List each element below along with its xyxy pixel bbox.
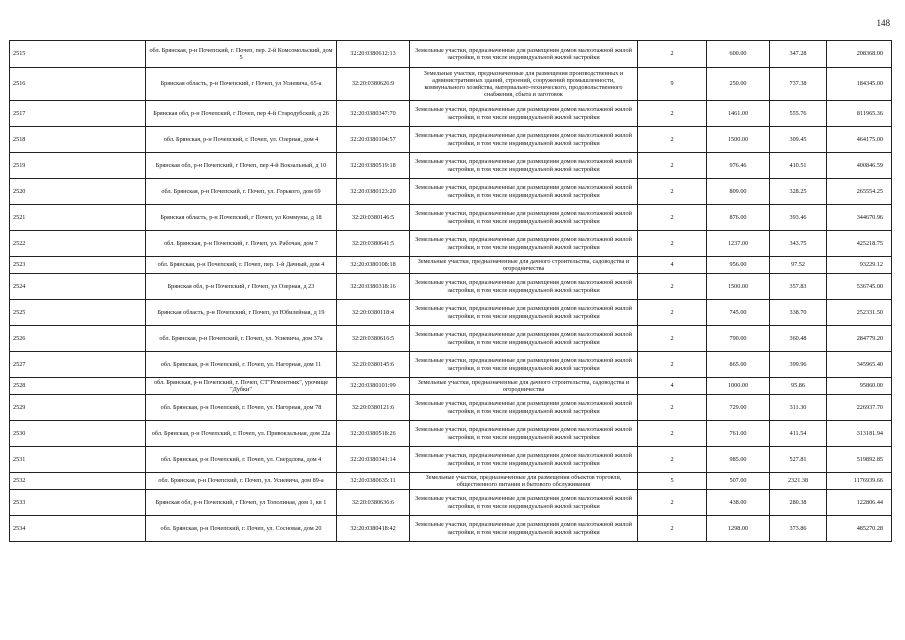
row-land-use: Земельные участки, предназначенные для размещения домов малоэтажной жилой застройки, в том числе индивидуальной жилой застройки <box>410 274 638 300</box>
row-group: 4 <box>638 257 707 274</box>
land-valuation-table <box>9 40 892 542</box>
table-row <box>10 68 892 101</box>
row-cadastral-number: 32:20:0380347:70 <box>337 101 410 127</box>
row-specific-value: 280.38 <box>770 490 827 516</box>
row-number: 2530 <box>10 421 146 447</box>
row-address: обл. Брянская, р-н Почепский, г. Почеп, ул. Нагорная, дом 78 <box>146 395 337 421</box>
row-group: 2 <box>638 231 707 257</box>
row-specific-value: 555.76 <box>770 101 827 127</box>
row-address: обл. Брянская, р-н Почепский, г. Почеп, пер. 2-й Комсомольский, дом 5 <box>146 41 337 68</box>
row-cadastral-value: 464175.00 <box>827 127 892 153</box>
row-number: 2521 <box>10 205 146 231</box>
row-specific-value: 357.83 <box>770 274 827 300</box>
row-area: 865.00 <box>707 352 770 378</box>
row-land-use: Земельные участки, предназначенные для размещения домов малоэтажной жилой застройки, в том числе индивидуальной жилой застройки <box>410 395 638 421</box>
row-cadastral-number: 32:20:0380612:13 <box>337 41 410 68</box>
row-land-use: Земельные участки, предназначенные для размещения домов малоэтажной жилой застройки, в том числе индивидуальной жилой застройки <box>410 179 638 205</box>
table-row <box>10 257 892 274</box>
table-body <box>10 41 892 542</box>
row-group: 2 <box>638 41 707 68</box>
row-group: 2 <box>638 153 707 179</box>
table-row <box>10 326 892 352</box>
row-group: 4 <box>638 378 707 395</box>
row-cadastral-value: 345965.40 <box>827 352 892 378</box>
row-cadastral-value: 184345.00 <box>827 68 892 101</box>
row-area: 956.00 <box>707 257 770 274</box>
row-number: 2519 <box>10 153 146 179</box>
row-group: 2 <box>638 300 707 326</box>
row-area: 1000.00 <box>707 378 770 395</box>
row-specific-value: 360.48 <box>770 326 827 352</box>
row-area: 809.00 <box>707 179 770 205</box>
row-area: 507.00 <box>707 473 770 490</box>
row-group: 2 <box>638 179 707 205</box>
row-area: 790.00 <box>707 326 770 352</box>
row-group: 2 <box>638 127 707 153</box>
row-address: обл. Брянская, р-н Почепский, г. Почеп, СТ"Ремонтник", урочище "Дубки" <box>146 378 337 395</box>
row-address: обл. Брянская, р-н Почепский, г. Почеп, пер. 1-й Дачный, дом 4 <box>146 257 337 274</box>
row-number: 2516 <box>10 68 146 101</box>
row-area: 250.00 <box>707 68 770 101</box>
row-cadastral-number: 32:20:0380104:57 <box>337 127 410 153</box>
row-area: 876.00 <box>707 205 770 231</box>
table-row <box>10 378 892 395</box>
row-specific-value: 311.30 <box>770 395 827 421</box>
row-cadastral-number: 32:20:0380108:18 <box>337 257 410 274</box>
row-number: 2525 <box>10 300 146 326</box>
row-land-use: Земельные участки, предназначенные для размещения домов малоэтажной жилой застройки, в том числе индивидуальной жилой застройки <box>410 101 638 127</box>
row-land-use: Земельные участки, предназначенные для размещения домов малоэтажной жилой застройки, в том числе индивидуальной жилой застройки <box>410 421 638 447</box>
row-land-use: Земельные участки, предназначенные для размещения производственных и административных зданий, строений, сооружений промышленности, коммунального хозяйства, материально-технического, продовольственного снабжения, сбыта и заготовок <box>410 68 638 101</box>
table-row <box>10 395 892 421</box>
row-cadastral-number: 32:20:0380146:5 <box>337 205 410 231</box>
row-land-use: Земельные участки, предназначенные для размещения домов малоэтажной жилой застройки, в том числе индивидуальной жилой застройки <box>410 231 638 257</box>
row-specific-value: 97.52 <box>770 257 827 274</box>
row-land-use: Земельные участки, предназначенные для размещения домов малоэтажной жилой застройки, в том числе индивидуальной жилой застройки <box>410 352 638 378</box>
row-cadastral-value: 344670.96 <box>827 205 892 231</box>
row-cadastral-value: 226937.70 <box>827 395 892 421</box>
row-land-use: Земельные участки, предназначенные для размещения домов малоэтажной жилой застройки, в том числе индивидуальной жилой застройки <box>410 516 638 542</box>
table-row <box>10 127 892 153</box>
row-land-use: Земельные участки, предназначенные для дачного строительства, садоводства и огородничества <box>410 378 638 395</box>
row-address: обл. Брянская, р-н Почепский, г. Почеп, ул. Свердлова, дом 4 <box>146 447 337 473</box>
row-group: 2 <box>638 490 707 516</box>
row-cadastral-number: 32:20:0380101:99 <box>337 378 410 395</box>
row-number: 2527 <box>10 352 146 378</box>
row-address: обл. Брянская, р-н Почепский, г. Почеп, ул. Усиевича, дом 37а <box>146 326 337 352</box>
row-address: обл. Брянская, р-н Почепский, г. Почеп, ул. Рабочая, дом 7 <box>146 231 337 257</box>
row-land-use: Земельные участки, предназначенные для размещения домов малоэтажной жилой застройки, в том числе индивидуальной жилой застройки <box>410 127 638 153</box>
row-specific-value: 338.70 <box>770 300 827 326</box>
row-number: 2528 <box>10 378 146 395</box>
row-group: 9 <box>638 68 707 101</box>
row-cadastral-number: 32:20:0380518:26 <box>337 421 410 447</box>
row-specific-value: 399.96 <box>770 352 827 378</box>
row-address: Брянская обл, р-н Почепский, г Почеп, ул Озерная, д 23 <box>146 274 337 300</box>
row-number: 2526 <box>10 326 146 352</box>
row-area: 985.00 <box>707 447 770 473</box>
row-group: 2 <box>638 421 707 447</box>
row-cadastral-number: 32:20:0380519:18 <box>337 153 410 179</box>
row-cadastral-number: 32:20:0380145:6 <box>337 352 410 378</box>
row-number: 2517 <box>10 101 146 127</box>
table-row <box>10 447 892 473</box>
row-cadastral-number: 32:20:0380118:4 <box>337 300 410 326</box>
table-row <box>10 179 892 205</box>
row-cadastral-number: 32:20:0380636:6 <box>337 490 410 516</box>
table-row <box>10 473 892 490</box>
row-specific-value: 347.28 <box>770 41 827 68</box>
row-address: обл. Брянская, р-н Почепский, г. Почеп, ул. Сосновая, дом 20 <box>146 516 337 542</box>
row-cadastral-value: 400846.59 <box>827 153 892 179</box>
row-cadastral-value: 811965.36 <box>827 101 892 127</box>
table-row <box>10 352 892 378</box>
row-cadastral-value: 519892.85 <box>827 447 892 473</box>
row-area: 1298.00 <box>707 516 770 542</box>
row-group: 5 <box>638 473 707 490</box>
row-number: 2522 <box>10 231 146 257</box>
row-area: 1500.00 <box>707 274 770 300</box>
row-cadastral-value: 485270.28 <box>827 516 892 542</box>
table-row <box>10 516 892 542</box>
row-specific-value: 411.54 <box>770 421 827 447</box>
row-area: 600.00 <box>707 41 770 68</box>
row-cadastral-value: 425218.75 <box>827 231 892 257</box>
row-land-use: Земельные участки, предназначенные для размещения объектов торговли, общественного питания и бытового обслуживания <box>410 473 638 490</box>
row-specific-value: 527.81 <box>770 447 827 473</box>
table-row <box>10 231 892 257</box>
row-specific-value: 373.86 <box>770 516 827 542</box>
row-cadastral-number: 32:20:0380616:5 <box>337 326 410 352</box>
row-cadastral-value: 1176939.66 <box>827 473 892 490</box>
row-cadastral-value: 252331.50 <box>827 300 892 326</box>
row-cadastral-number: 32:20:0380635:11 <box>337 473 410 490</box>
row-land-use: Земельные участки, предназначенные для дачного строительства, садоводства и огородничества <box>410 257 638 274</box>
row-cadastral-number: 32:20:0380418:42 <box>337 516 410 542</box>
row-group: 2 <box>638 395 707 421</box>
row-address: обл. Брянская, р-н Почепский, г. Почеп, ул. Привокзальная, дом 22а <box>146 421 337 447</box>
row-land-use: Земельные участки, предназначенные для размещения домов малоэтажной жилой застройки, в том числе индивидуальной жилой застройки <box>410 300 638 326</box>
row-group: 2 <box>638 101 707 127</box>
row-number: 2515 <box>10 41 146 68</box>
row-address: Брянская обл, р-н Почепский, г Почеп, пер 4-й Стародубский, д 26 <box>146 101 337 127</box>
row-cadastral-value: 265554.25 <box>827 179 892 205</box>
table-row <box>10 421 892 447</box>
row-group: 2 <box>638 447 707 473</box>
row-address: обл. Брянская, р-н Почепский, г. Почеп, ул. Озерная, дом 4 <box>146 127 337 153</box>
row-land-use: Земельные участки, предназначенные для размещения домов малоэтажной жилой застройки, в том числе индивидуальной жилой застройки <box>410 447 638 473</box>
row-land-use: Земельные участки, предназначенные для размещения домов малоэтажной жилой застройки, в том числе индивидуальной жилой застройки <box>410 490 638 516</box>
row-specific-value: 95.86 <box>770 378 827 395</box>
row-specific-value: 309.45 <box>770 127 827 153</box>
row-land-use: Земельные участки, предназначенные для размещения домов малоэтажной жилой застройки, в том числе индивидуальной жилой застройки <box>410 326 638 352</box>
row-area: 745.00 <box>707 300 770 326</box>
row-group: 2 <box>638 352 707 378</box>
row-number: 2534 <box>10 516 146 542</box>
row-number: 2532 <box>10 473 146 490</box>
row-group: 2 <box>638 274 707 300</box>
row-cadastral-value: 122806.44 <box>827 490 892 516</box>
row-area: 438.00 <box>707 490 770 516</box>
row-specific-value: 410.51 <box>770 153 827 179</box>
row-cadastral-value: 284779.20 <box>827 326 892 352</box>
row-number: 2529 <box>10 395 146 421</box>
row-specific-value: 737.38 <box>770 68 827 101</box>
row-area: 1461.00 <box>707 101 770 127</box>
row-address: обл. Брянская, р-н Почепский, г. Почеп, ул. Горького, дом 69 <box>146 179 337 205</box>
row-group: 2 <box>638 326 707 352</box>
row-address: Брянская область, р-н Почепский, г Почеп, ул Усиевича, 65-а <box>146 68 337 101</box>
row-number: 2533 <box>10 490 146 516</box>
row-cadastral-number: 32:20:0380341:14 <box>337 447 410 473</box>
row-cadastral-number: 32:20:0380641:5 <box>337 231 410 257</box>
row-area: 976.46 <box>707 153 770 179</box>
table-row <box>10 41 892 68</box>
row-address: Брянская обл, р-н Почепский, г Почеп, ул Тополиная, дом 1, кв 1 <box>146 490 337 516</box>
row-land-use: Земельные участки, предназначенные для размещения домов малоэтажной жилой застройки, в том числе индивидуальной жилой застройки <box>410 41 638 68</box>
row-cadastral-value: 93229.12 <box>827 257 892 274</box>
row-address: Брянская область, р-н Почепский, г Почеп, ул Коммуны, д 18 <box>146 205 337 231</box>
row-group: 2 <box>638 516 707 542</box>
row-number: 2531 <box>10 447 146 473</box>
row-number: 2524 <box>10 274 146 300</box>
table-row <box>10 101 892 127</box>
row-number: 2520 <box>10 179 146 205</box>
row-cadastral-value: 95860.00 <box>827 378 892 395</box>
table-row <box>10 205 892 231</box>
row-number: 2518 <box>10 127 146 153</box>
row-specific-value: 343.75 <box>770 231 827 257</box>
row-area: 1237.00 <box>707 231 770 257</box>
row-cadastral-number: 32:20:0380626:9 <box>337 68 410 101</box>
row-cadastral-number: 32:20:0380318:16 <box>337 274 410 300</box>
page-number: 148 <box>876 18 890 28</box>
row-cadastral-number: 32:20:0380123:20 <box>337 179 410 205</box>
row-cadastral-value: 208368.00 <box>827 41 892 68</box>
table-row <box>10 274 892 300</box>
row-land-use: Земельные участки, предназначенные для размещения домов малоэтажной жилой застройки, в том числе индивидуальной жилой застройки <box>410 205 638 231</box>
row-cadastral-number: 32:20:0380121:6 <box>337 395 410 421</box>
table-row <box>10 490 892 516</box>
row-specific-value: 328.25 <box>770 179 827 205</box>
row-address: обл. Брянская, р-н Почепский, г. Почеп, ул. Усиевича, дом 89-а <box>146 473 337 490</box>
row-specific-value: 2321.38 <box>770 473 827 490</box>
table-row <box>10 153 892 179</box>
row-cadastral-value: 536745.00 <box>827 274 892 300</box>
row-group: 2 <box>638 205 707 231</box>
row-address: Брянская обл, р-н Почепский, г Почеп, пер 4-й Вокзальный, д 10 <box>146 153 337 179</box>
table-row <box>10 300 892 326</box>
row-address: Брянская область, р-н Почепский, г Почеп, ул Юбилейная, д 19 <box>146 300 337 326</box>
row-area: 1500.00 <box>707 127 770 153</box>
row-number: 2523 <box>10 257 146 274</box>
row-address: обл. Брянская, р-н Почепский, г. Почеп, ул. Нагорная, дом 11 <box>146 352 337 378</box>
row-area: 729.00 <box>707 395 770 421</box>
row-specific-value: 393.46 <box>770 205 827 231</box>
row-area: 761.00 <box>707 421 770 447</box>
row-land-use: Земельные участки, предназначенные для размещения домов малоэтажной жилой застройки, в том числе индивидуальной жилой застройки <box>410 153 638 179</box>
row-cadastral-value: 313181.94 <box>827 421 892 447</box>
